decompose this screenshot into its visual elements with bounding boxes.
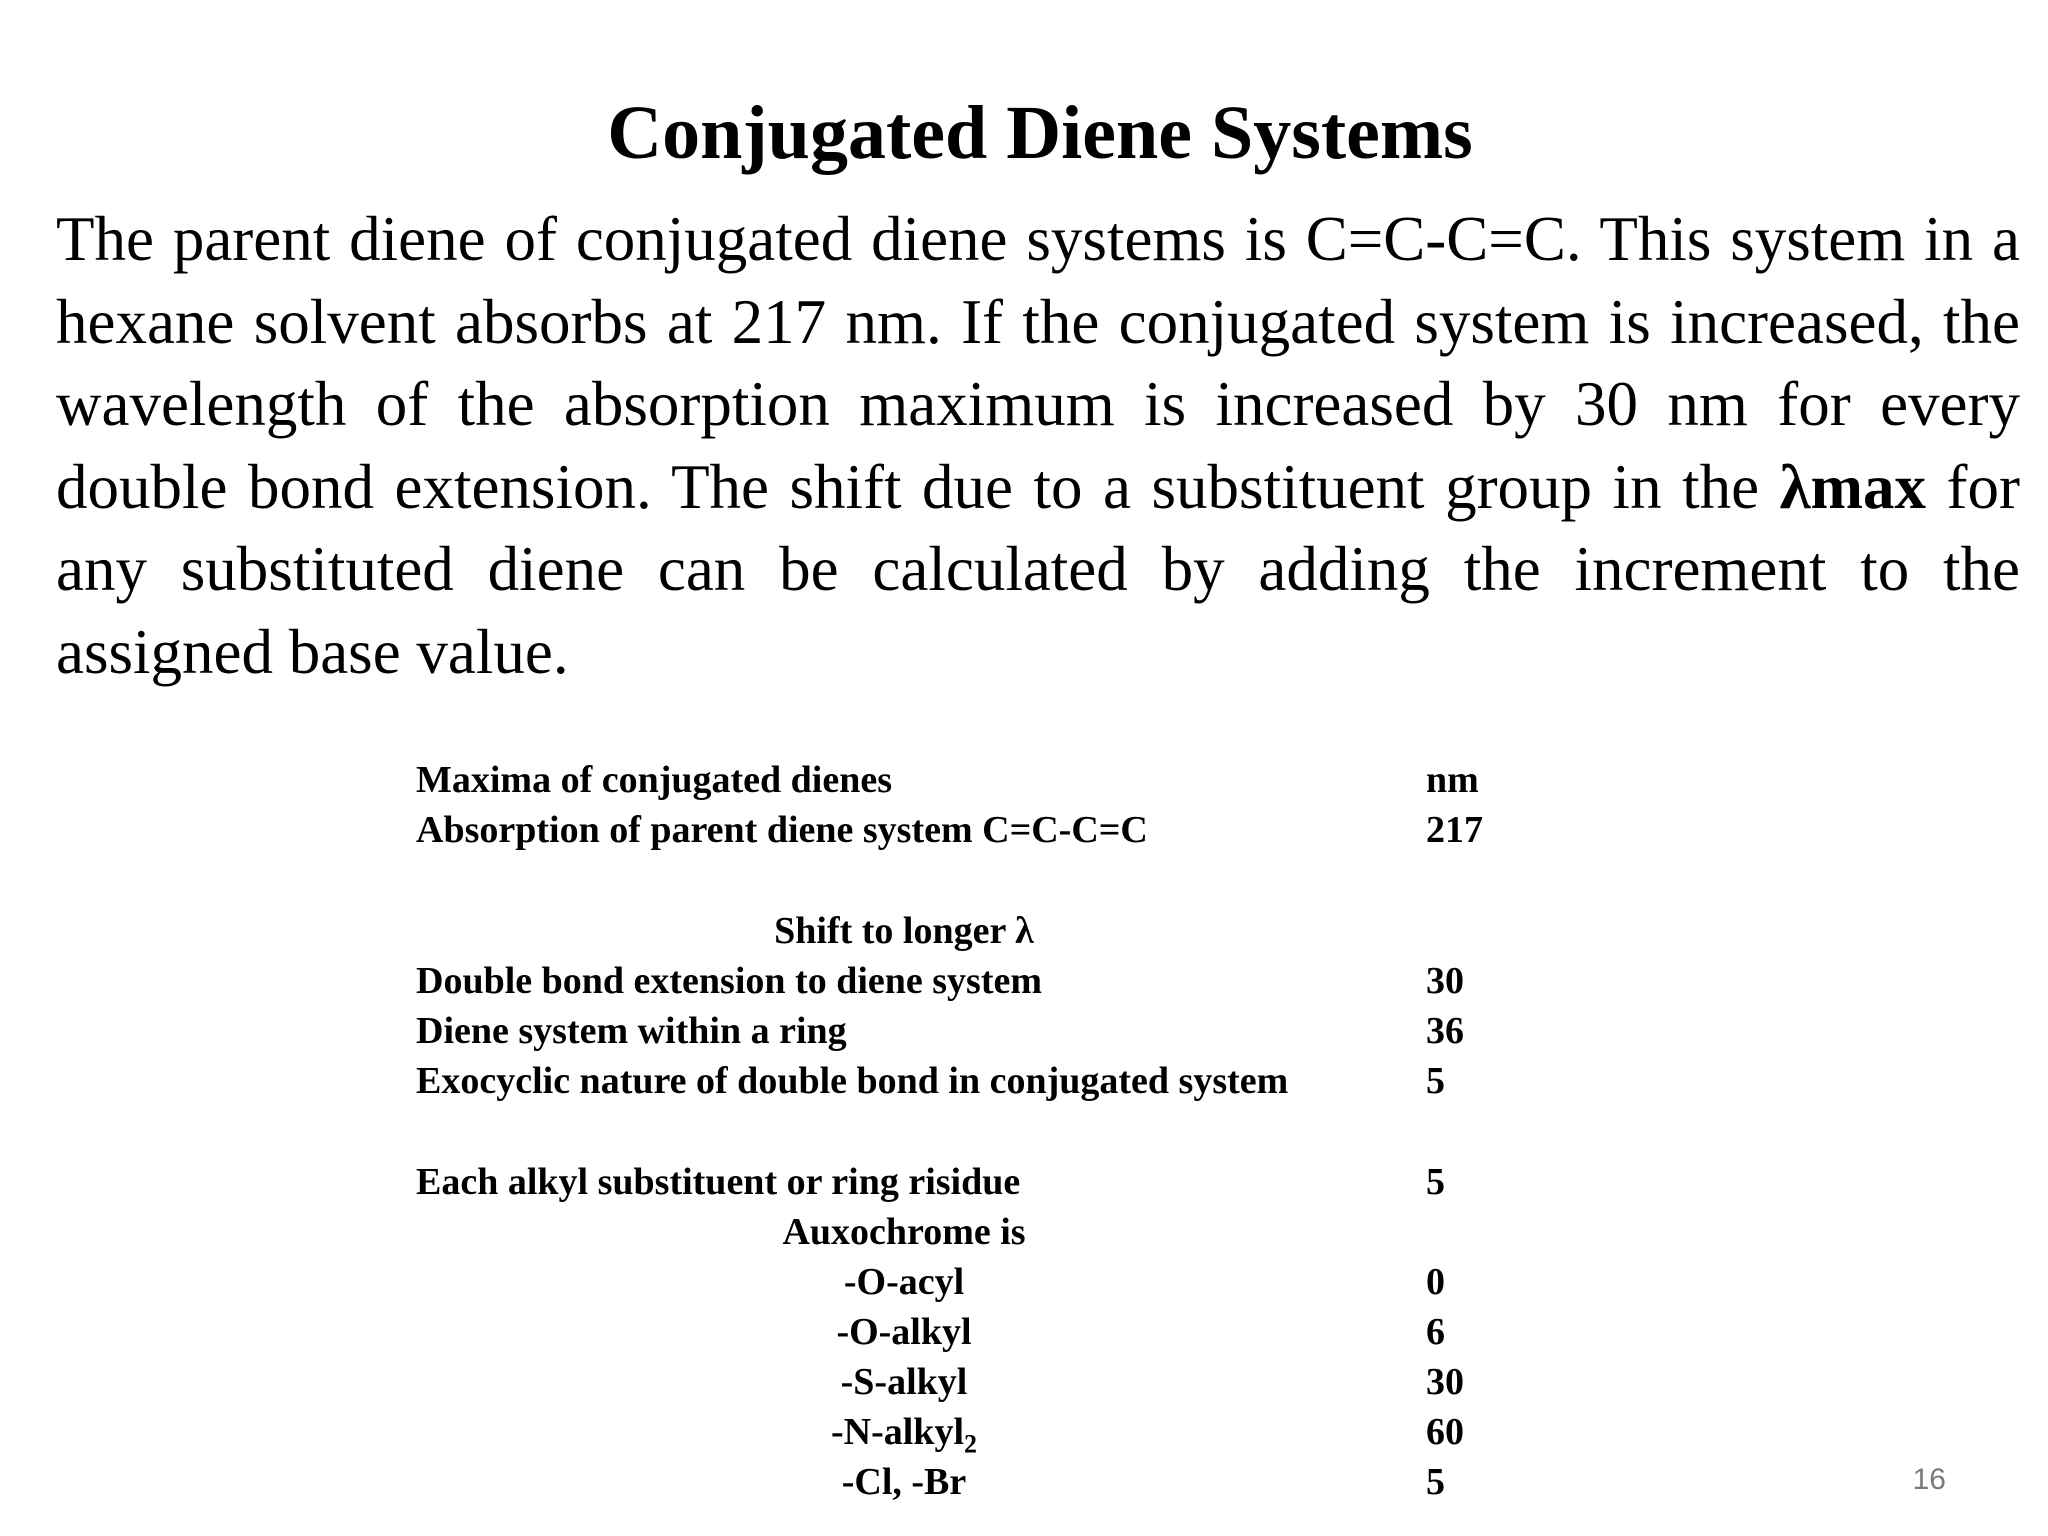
auxochrome-label: -O-alkyl: [836, 1311, 972, 1353]
parent-system-value: 217: [1426, 809, 1483, 851]
alkyl-substituent-label: Each alkyl substituent or ring risidue: [416, 1161, 1021, 1203]
auxochrome-label: -Cl, -Br: [841, 1461, 967, 1503]
table-row-value: 30: [1426, 960, 1464, 1002]
table-row-label: Double bond extension to diene system: [416, 960, 1042, 1002]
auxochrome-label: -O-acyl: [843, 1261, 965, 1303]
auxochrome-label: -S-alkyl: [840, 1361, 968, 1403]
page-number: 16: [1912, 1463, 1946, 1496]
auxochrome-subscript: 2: [964, 1429, 977, 1459]
shift-heading: Shift to longer λ: [774, 910, 1034, 952]
table-header-unit: nm: [1426, 759, 1479, 801]
auxochrome-value: 0: [1426, 1261, 1445, 1303]
alkyl-substituent-value: 5: [1426, 1161, 1445, 1203]
paragraph-text-start: The parent diene of conjugated diene systems is C=C-C=C. This system in a hexane solvent absorbs at 217 nm. If the conjugated system is increased, the wavelength of the absorption maximum is increased by 30 nm for every double bond extension. The shift due to a substituent group in the: [56, 204, 2020, 522]
paragraph-text-end: for any substituted diene can be calculated by adding the increment to the assigned base value.: [56, 451, 2020, 687]
table-row-label: Exocyclic nature of double bond in conjugated system: [416, 1060, 1289, 1102]
auxochrome-label-with-subscript: [831, 1411, 977, 1459]
slide-title: Conjugated Diene Systems: [607, 91, 1473, 175]
table-row-label: Diene system within a ring: [416, 1010, 847, 1052]
auxochrome-value: 60: [1426, 1411, 1464, 1453]
parent-system-label: Absorption of parent diene system C=C-C=C: [416, 809, 1148, 851]
auxochrome-value: 5: [1426, 1461, 1445, 1503]
table-header-label: Maxima of conjugated dienes: [416, 759, 893, 801]
auxochrome-heading: Auxochrome is: [782, 1211, 1026, 1253]
table-row-value: 5: [1426, 1060, 1445, 1102]
auxochrome-value: 30: [1426, 1361, 1464, 1403]
lambda-max-term: λmax: [1779, 451, 1927, 522]
auxochrome-value: 6: [1426, 1311, 1445, 1353]
table-row-value: 36: [1426, 1010, 1464, 1052]
auxochrome-label: -N-alkyl: [831, 1411, 964, 1453]
